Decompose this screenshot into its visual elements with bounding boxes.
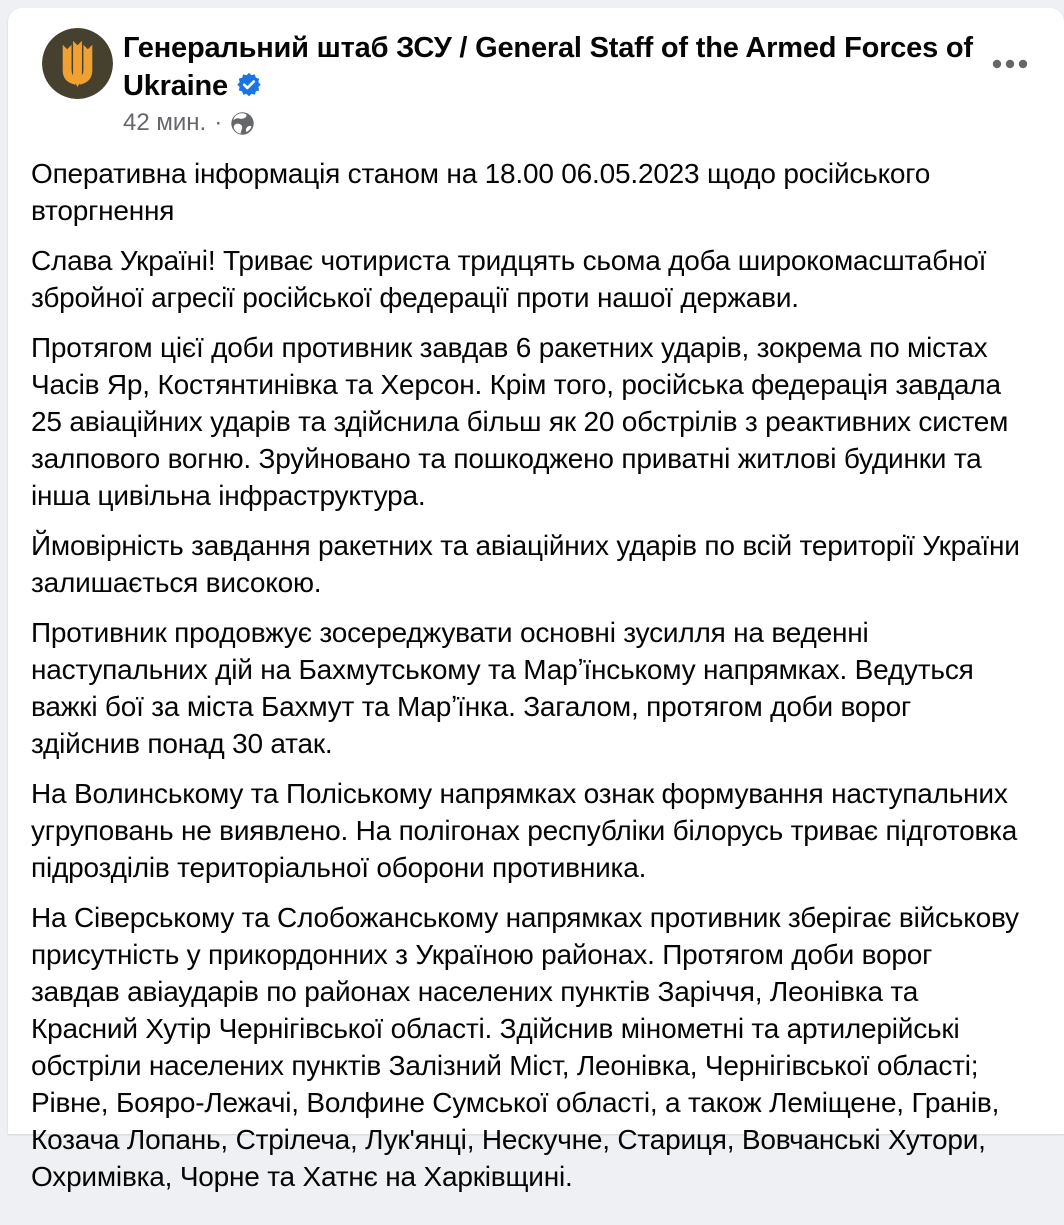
- post-meta: [123, 108, 1003, 138]
- avatar[interactable]: [42, 28, 113, 99]
- author-name-line: [123, 29, 1003, 105]
- post-paragraph: Слава Україні! Триває чотириста тридцять сьома доба широкомасштабної збройної агресії російської федерації проти нашої держави.: [31, 242, 1020, 316]
- post-header: [8, 8, 1064, 138]
- globe-icon: [230, 111, 255, 136]
- post-paragraph: На Волинському та Поліському напрямках ознак формування наступальних угруповань не виявлено. На полігонах республіки білорусь триває підготовка підрозділів територіальної оборони противника.: [31, 775, 1020, 886]
- author-name[interactable]: Генеральний штаб ЗСУ / General Staff of the Armed Forces of Ukraine: [123, 32, 973, 102]
- timestamp[interactable]: 42 мин.: [123, 108, 206, 138]
- trident-emblem-icon: [42, 28, 113, 99]
- facebook-post-card: [8, 8, 1064, 1134]
- post-text: [8, 138, 1064, 1225]
- post-header-text: [123, 28, 1003, 138]
- post-paragraph: Противник продовжує зосереджувати основні зусилля на веденні наступальних дій на Бахмутському та Марʼїнському напрямках. Ведуться важкі бої за міста Бахмут та Марʼїнка. Загалом, протягом доби ворог здійснив понад 30 атак.: [31, 614, 1020, 762]
- meta-separator: ·: [214, 108, 222, 138]
- post-paragraph: Оперативна інформація станом на 18.00 06.05.2023 щодо російського вторгнення: [31, 155, 1020, 229]
- ellipsis-icon: [992, 59, 1028, 69]
- post-paragraph: Протягом цієї доби противник завдав 6 ракетних ударів, зокрема по містах Часів Яр, Костянтинівка та Херсон. Крім того, російська федерація завдала 25 авіаційних ударів та здійснила більш як 20 обстрілів з реактивних систем залпового вогню. Зруйновано та пошкоджено приватні житлові будинки та інша цивільна інфраструктура.: [31, 329, 1020, 514]
- post-menu-button[interactable]: [986, 46, 1034, 82]
- verified-badge-icon: [236, 70, 262, 96]
- post-paragraph: На Сіверському та Слобожанському напрямках противник зберігає військову присутність у прикордонних з Україною районах. Протягом доби ворог завдав авіаударів по районах населених пунктів Заріччя, Леонівка та Красний Хутір Чернігівської області. Здійснив мінометні та артилерійські обстріли населених пунктів Залізний Міст, Леонівка, Чернігівської області; Рівне, Бояро-Лежачі, Волфине Сумської області, а також Леміщене, Гранів, Козача Лопань, Стрілеча, Лук'янці, Нескучне, Стариця, Вовчанські Хутори, Охримівка, Чорне та Хатнє на Харківщині.: [31, 899, 1020, 1195]
- post-paragraph: Ймовірність завдання ракетних та авіаційних ударів по всій території України залишається високою.: [31, 527, 1020, 601]
